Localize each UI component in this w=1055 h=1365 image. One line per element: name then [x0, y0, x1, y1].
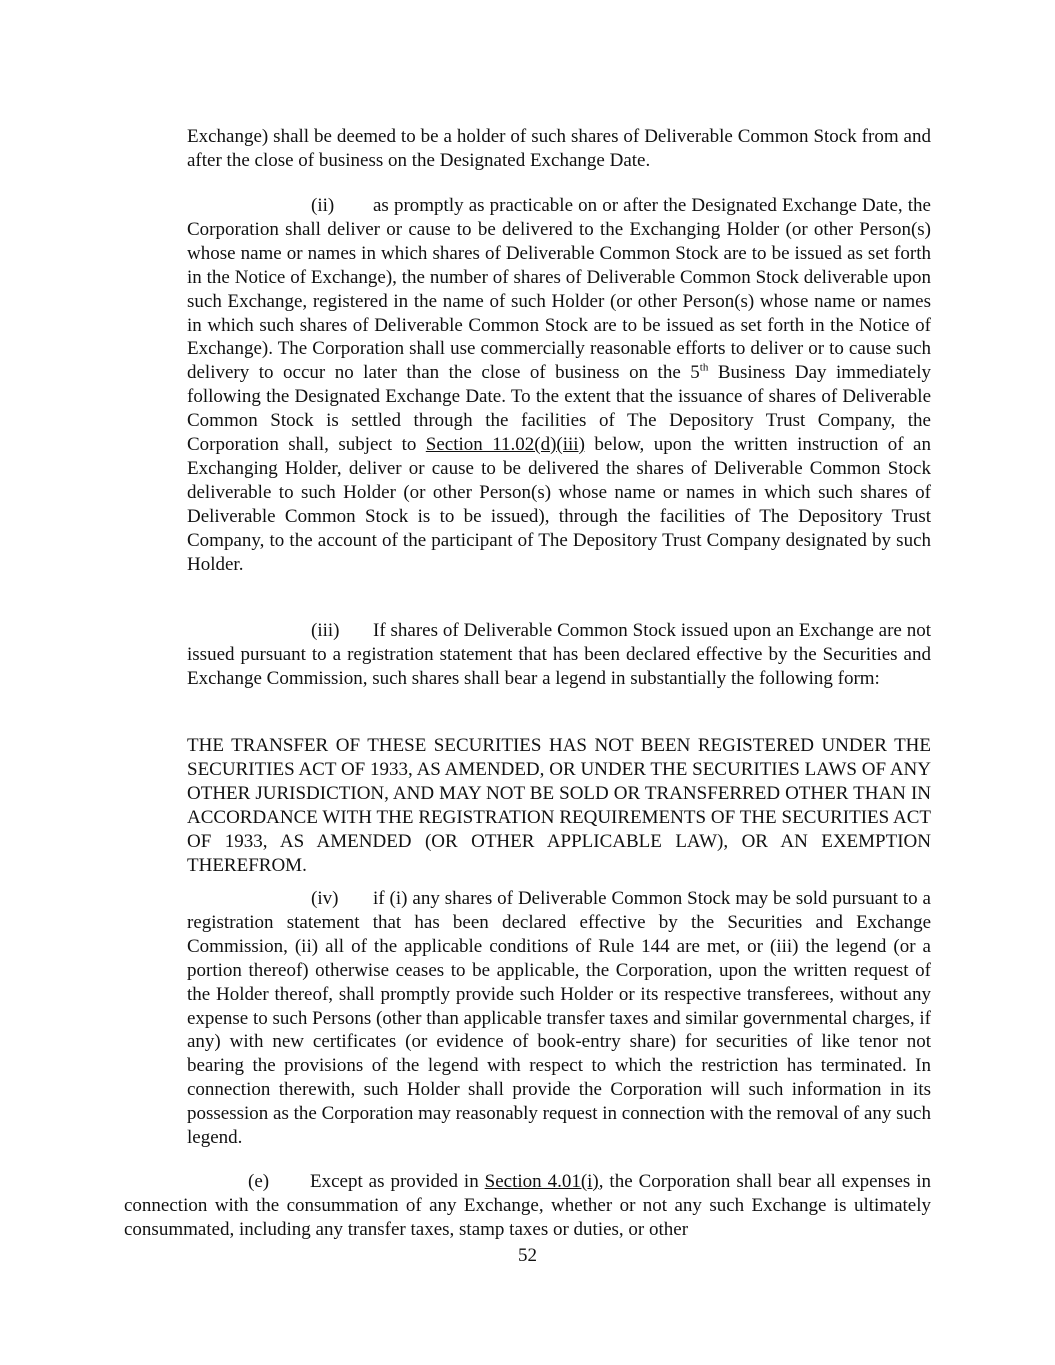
paragraph-ii: [187, 194, 931, 577]
restrictive-legend: THE TRANSFER OF THESE SECURITIES HAS NOT BEEN REGISTERED UNDER THE SECURITIES ACT OF 1933, AS AMENDED, OR UNDER THE SECURITIES LAWS OF ANY OTHER JURISDICTION, AND MAY NOT BE SOLD OR TRANSFERRED OTHER THAN IN ACCORDANCE WITH THE REGISTRATION REQUIREMENTS OF THE SECURITIES ACT OF 1933, AS AMENDED (OR OTHER APPLICABLE LAW), OR AN EXEMPTION THEREFROM.: [187, 735, 931, 876]
paragraph-ii-text-b: Business Day immediately following the Designated Exchange Date. To the extent that the issuance of shares of Deliverable Common Stock is settled through the facilities of The Depository Trust Company, the Corporation shall, subject to: [187, 362, 931, 456]
paragraph-iv-text: if (i) any shares of Deliverable Common Stock may be sold pursuant to a registration statement that has been declared effective by the Securities and Exchange Commission, (ii) all of the applicable conditions of Rule 144 are met, or (iii) the legend (or a portion thereof) otherwise ceases to be applicable, the Corporation, upon the written request of the Holder thereof, shall promptly provide such Holder or its respective transferees, without any expense to such Persons (other than applicable transfer taxes and similar governmental charges, if any) with new certificates (or evidence of book-entry share) for securities of like tenor not bearing the provisions of the legend with respect to which the restriction has terminated. In connection therewith, such Holder shall provide the Corporation will such information in its possession as the Corporation may reasonably request in connection with the removal of any such legend.: [187, 888, 931, 1149]
paragraph-iv: [187, 887, 931, 1150]
paragraph-iii-text: If shares of Deliverable Common Stock issued upon an Exchange are not issued pursuant to a registration statement that has been declared effective by the Securities and Exchange Commission, such shares shall bear a legend in substantially the following form:: [187, 620, 931, 689]
clause-label-e: (e): [248, 1171, 270, 1192]
paragraph-ii-text-a: as promptly as practicable on or after the Designated Exchange Date, the Corporation shall deliver or cause to be delivered to the Exchanging Holder (or other Person(s) whose name or names in which shares of Deliverable Common Stock are to be issued as set forth in the Notice of Exchange), the number of shares of Deliverable Common Stock deliverable upon such Exchange, registered in the name of such Holder (or other Person(s) whose name or names in which such shares of Deliverable Common Stock are to be issued as set forth in the Notice of Exchange). The Corporation shall use commercially reasonable efforts to deliver or to cause such delivery to occur no later than the close of business on the 5: [187, 195, 931, 384]
paragraph-e-text-a: Except as provided in: [310, 1171, 485, 1192]
section-reference-4-01: Section 4.01(i): [484, 1171, 599, 1192]
paragraph-e: [124, 1170, 931, 1242]
section-reference-11-02: Section 11.02(d)(iii): [425, 434, 585, 456]
paragraph-ii-text-c: below, upon the written instruction of an Exchanging Holder, deliver or cause to be delivered the shares of Deliverable Common Stock deliverable to such Holder (or other Person(s) whose name or names in which such shares of Deliverable Common Stock is to be issued), through the facilities of The Depository Trust Company, to the account of the participant of The Depository Trust Company designated by such Holder.: [187, 434, 931, 575]
ordinal-superscript: th: [699, 362, 709, 375]
page-number: 52: [518, 1245, 537, 1266]
paragraph-iii: [187, 619, 931, 691]
paragraph-e-text-b: , the Corporation shall bear all expenses in connection with the consummation of any Exchange, whether or not any such Exchange is ultimately consummated, including any transfer taxes, stamp taxes or duties, or other: [124, 1171, 931, 1240]
clause-label-ii: (ii): [311, 195, 335, 216]
paragraph-continuation: Exchange) shall be deemed to be a holder of such shares of Deliverable Common Stock from and after the close of business on the Designated Exchange Date.: [187, 126, 931, 171]
clause-label-iii: (iii): [311, 620, 340, 641]
clause-label-iv: (iv): [311, 888, 339, 909]
